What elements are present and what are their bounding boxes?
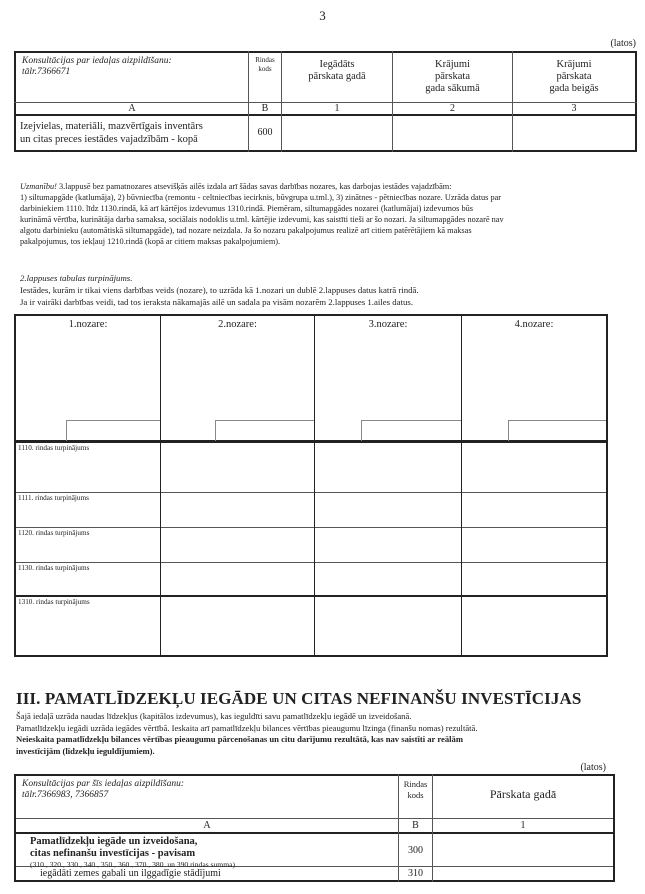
sector-1-code-input[interactable] xyxy=(67,421,159,440)
header-line: pārskata xyxy=(435,71,470,82)
continuation-line: Ja ir vairāki darbības veidi, tad tos ieraksta nākamajās ailē un sadala pa visām nozarēm 2.lappuses 1.ailes datus. xyxy=(20,297,414,307)
consultation-info xyxy=(22,779,394,801)
row-code-header xyxy=(249,56,281,74)
header-line: Krājumi xyxy=(435,59,470,70)
table-border xyxy=(14,314,608,316)
consultation-label: Konsultācijas par iedaļas aizpildīšanu: xyxy=(22,56,172,66)
col-number-2: 2 xyxy=(450,103,455,114)
table-divider xyxy=(160,314,161,657)
row-code-header xyxy=(399,779,432,801)
attention-note xyxy=(20,181,622,247)
note-lead: Uzmanību! xyxy=(20,182,57,191)
sector-3-code-input[interactable] xyxy=(362,421,460,440)
table-border xyxy=(14,655,608,657)
units-label-bottom: (latos) xyxy=(580,762,606,773)
table-border xyxy=(14,774,615,776)
row-1310-label: 1310. rindas turpinājums xyxy=(18,598,90,606)
col-stock-end-header xyxy=(513,59,635,95)
row-600-purchased-input[interactable] xyxy=(283,117,391,149)
row-1110-label: 1110. rindas turpinājums xyxy=(18,444,90,452)
table-border xyxy=(613,774,615,882)
row-600-label xyxy=(20,120,248,146)
col-purchased-header xyxy=(282,59,392,83)
section-3-description xyxy=(16,711,636,757)
row-label-line: citas nefinanšu investīcijas - pavisam xyxy=(30,848,196,859)
table-border xyxy=(14,150,637,152)
table-divider xyxy=(314,314,315,657)
col-letter-b: B xyxy=(261,103,269,114)
row-300-value-input[interactable] xyxy=(434,835,612,865)
col-reporting-year-header: Pārskata gadā xyxy=(489,787,557,801)
row-300-label xyxy=(30,836,396,869)
header-line: Iegādāts xyxy=(319,59,355,70)
table-divider xyxy=(14,818,615,819)
row-600-stock-start-input[interactable] xyxy=(394,117,511,149)
col-letter-a: A xyxy=(128,103,136,114)
consultation-phone: tālr.7366671 xyxy=(22,67,71,77)
col-number-1: 1 xyxy=(334,103,340,114)
table-divider xyxy=(14,440,608,443)
row-code-header-line: kods xyxy=(258,65,272,73)
row-code-header-line: Rindas xyxy=(255,56,275,64)
col-number-1: 1 xyxy=(520,820,526,831)
note-line: pakalpojumus, tos iekļauj 1210.rindā (kopā ar citiem maksas pakalpojumiem). xyxy=(20,237,281,246)
row-code-header-line: kods xyxy=(407,790,424,800)
row-label-line: un citas preces iestādes vajadzībām - kopā xyxy=(20,134,198,145)
row-310-code: 310 xyxy=(408,868,423,879)
continuation-text xyxy=(20,272,630,308)
sector-3-header: 3.nozare: xyxy=(368,319,408,330)
table-border xyxy=(14,51,637,53)
row-label-line: Izejvielas, materiāli, mazvērtīgais inventārs xyxy=(20,121,203,132)
note-line: darbiniekiem 1110. līdz 1130.rindā, kā arī kārtējos izdevumus 1310.rindā. Piemēram, siltumapgādes nozarei (katlumājai) izdevumos būs xyxy=(20,204,473,213)
note-line: algotu darbinieku (automātiskā siltumapgāde), tad nozare neizdala. Ja šo nozaru pakalpojumus realizē arī citiem patērētājiem kā maksas xyxy=(20,226,472,235)
row-310-value-input[interactable] xyxy=(434,868,612,880)
continuation-title: 2.lappuses tabulas turpinājums. xyxy=(20,273,133,283)
table-border xyxy=(14,314,16,657)
continuation-line: Iestādes, kurām ir tikai viens darbības veids (nozare), to uzrāda kā 1.nozari un dublē 2.lappuses datus katrā rindā. xyxy=(20,285,419,295)
row-1130-label: 1130. rindas turpinājums xyxy=(18,564,90,572)
table-divider xyxy=(14,527,608,528)
row-label-line: Pamatlīdzekļu iegāde un izveidošana, xyxy=(30,836,198,847)
row-label-line: (310., 320., 330., 340., 350., 360., 370., 380. un 390.rindas summa) xyxy=(30,860,236,869)
note-line: 3.lappusē bez pamatnozares atsevišķās ailēs izdala arī šādas savas darbības nozares, kas darbojas iestādes vajadzībām: xyxy=(56,182,452,191)
sector-1-header: 1.nozare: xyxy=(68,319,108,330)
table-border xyxy=(14,880,615,882)
table-border xyxy=(606,314,608,657)
section-3-emphasis: Neieskaita pamatlīdzekļu bilances vērtības pieaugumu pārcenošanas un citu darījumu rezultātā, kas nav saistīti ar reālām xyxy=(16,734,463,744)
sector-2-header: 2.nozare: xyxy=(218,319,257,330)
consultation-info xyxy=(22,56,244,78)
page-number: 3 xyxy=(319,8,326,23)
consultation-phone: tālr.7366983, 7366857 xyxy=(22,790,109,800)
sector-4-code-input[interactable] xyxy=(509,421,605,440)
section-3-paragraph: Šajā iedaļā uzrāda naudas līdzekļus (kapitālos izdevumus), kas ieguldīti savu pamatlīdzekļu iegādē un izveidošanā. xyxy=(16,711,412,721)
sector-2-code-input[interactable] xyxy=(216,421,313,440)
section-3-paragraph: Pamatlīdzekļu iegādi uzrāda iegādes vērtībā. Ieskaita arī pamatlīdzekļu bilances vērtības pieaugumu līzinga (finanšu nomas) rezultātā. xyxy=(16,722,478,733)
note-line: 1) siltumapgāde (katlumāja), 2) būvniecība (remontu - celtniecības iecirknis, būvgrupa u.tml.), 3) zinātnes - pētniecības nozare. Uzrāda datus par xyxy=(20,193,502,202)
table-divider xyxy=(14,562,608,563)
header-line: pārskata gadā xyxy=(308,71,366,82)
row-300-code: 300 xyxy=(408,845,423,856)
table-divider xyxy=(461,314,462,657)
header-line: Krājumi xyxy=(556,59,592,70)
section-3-emphasis: investīcijām (līdzekļu ieguldījumiem). xyxy=(16,745,155,756)
table-divider xyxy=(14,832,615,834)
col-letter-b: B xyxy=(412,820,419,831)
header-line: pārskata xyxy=(556,71,592,82)
row-1120-label: 1120. rindas turpinājums xyxy=(18,529,90,537)
row-code-header-line: Rindas xyxy=(403,779,428,789)
row-600-stock-end-input[interactable] xyxy=(514,117,634,149)
note-line: kurināmā vērtība, kurinātāja darba samaksa, sociālais nodoklis u.tml. kārtējie izdevumi, kas saistīti tieši ar šo nozari. Ja siltumapgādes nozarē nav xyxy=(20,215,504,224)
col-number-3: 3 xyxy=(571,103,577,114)
row-310-label: iegādāti zemes gabali un ilggadīgie stādījumi xyxy=(40,868,221,879)
units-label-top: (latos) xyxy=(610,38,636,49)
table-divider xyxy=(14,595,608,597)
header-line: gada beigās xyxy=(549,83,599,94)
table-divider xyxy=(14,492,608,493)
sector-4-header: 4.nozare: xyxy=(514,319,554,330)
col-stock-start-header xyxy=(393,59,512,95)
row-1111-label: 1111. rindas turpinājums xyxy=(18,494,89,502)
section-3-title: III. PAMATLĪDZEKĻU IEGĀDE UN CITAS NEFINANŠU INVESTĪCIJAS xyxy=(16,689,582,708)
header-line: gada sākumā xyxy=(425,83,480,94)
consultation-label: Konsultācijas par šīs iedaļas aizpildīšanu: xyxy=(22,779,185,789)
row-600-code: 600 xyxy=(257,127,273,138)
col-letter-a: A xyxy=(203,820,211,831)
